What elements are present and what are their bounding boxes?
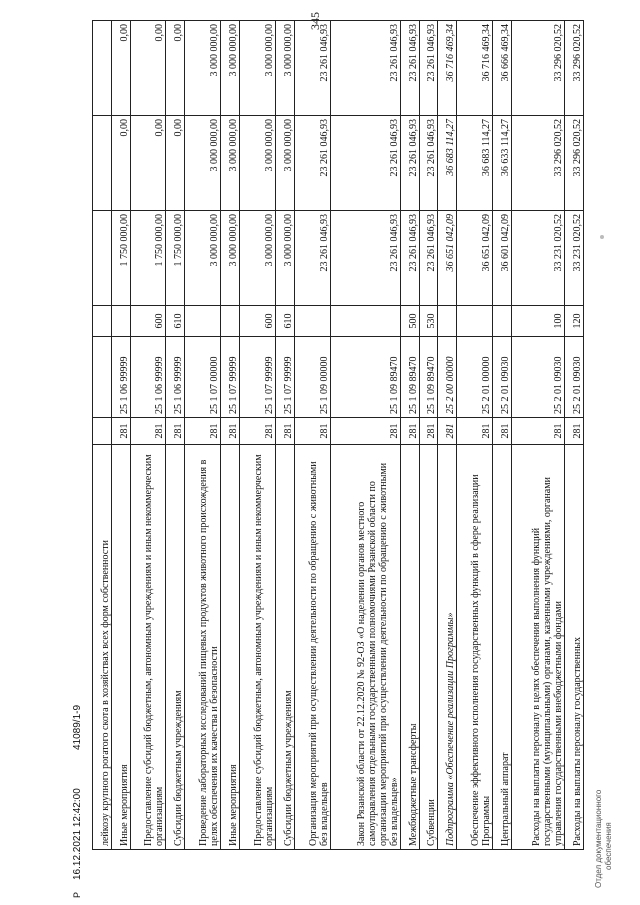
cell-csr: 25 1 09 00000 bbox=[294, 337, 330, 418]
cell-vr: 610 bbox=[166, 306, 185, 337]
cell-csr: 25 2 01 09030 bbox=[493, 337, 512, 418]
cell-amount-2: 3 000 000,00 bbox=[185, 116, 221, 211]
stamp-line-1: Отдел документационного bbox=[594, 789, 603, 888]
cell-vr: 600 bbox=[130, 306, 166, 337]
cell-ved: 281 bbox=[221, 418, 240, 445]
cell-ved: 281 bbox=[166, 418, 185, 445]
cell-csr: 25 1 06 99999 bbox=[166, 337, 185, 418]
cell-name: Субсидии бюджетным учреждениям bbox=[275, 445, 294, 850]
cell-vr bbox=[330, 306, 400, 337]
cell-vr: 610 bbox=[275, 306, 294, 337]
cell-name: Межбюджетные трансферты bbox=[400, 445, 419, 850]
cell-amount-3: 36 716 469,34 bbox=[438, 21, 457, 116]
cell-ved: 281 bbox=[457, 418, 493, 445]
table-row bbox=[438, 21, 457, 850]
registration-stamp bbox=[592, 720, 626, 890]
stamp-line-2: обеспечения bbox=[604, 822, 613, 870]
footer-date: 16.12.2021 12:42:00 bbox=[72, 788, 83, 880]
cell-name: Организация мероприятий при осуществлении деятельности по обращению с животными без владельцев bbox=[294, 445, 330, 850]
table-row bbox=[275, 21, 294, 850]
cell-amount-2: 3 000 000,00 bbox=[239, 116, 275, 211]
rotated-table-wrapper bbox=[92, 24, 584, 850]
rotated-table-region bbox=[92, 24, 584, 850]
table-row bbox=[457, 21, 493, 850]
cell-csr: 25 1 09 89470 bbox=[330, 337, 400, 418]
cell-vr: 530 bbox=[419, 306, 438, 337]
cell-amount-2: 33 296 020,52 bbox=[511, 116, 564, 211]
table-row bbox=[239, 21, 275, 850]
cell-amount-1: 1 750 000,00 bbox=[166, 211, 185, 306]
cell-amount-1: 3 000 000,00 bbox=[185, 211, 221, 306]
cell-csr: 25 1 09 89470 bbox=[419, 337, 438, 418]
cell-amount-2: 36 683 114,27 bbox=[438, 116, 457, 211]
cell-name: Подпрограмма «Обеспечение реализации Программы» bbox=[438, 445, 457, 850]
table-row bbox=[111, 21, 130, 850]
cell-name: Предоставление субсидий бюджетным, автономным учреждениям и иным некоммерческим организациям bbox=[239, 445, 275, 850]
cell-name: Закон Рязанской области от 22.12.2020 № 92-ОЗ «О наделении органов местного самоуправления отдельными государственными полномочиями Рязанской области по организации мероприятий при осуществлении деятельности по обращению с животными без владельцев» bbox=[330, 445, 400, 850]
cell-amount-1: 3 000 000,00 bbox=[221, 211, 240, 306]
cell-amount-3: 3 000 000,00 bbox=[185, 21, 221, 116]
table-row bbox=[166, 21, 185, 850]
cell-amount-3: 3 000 000,00 bbox=[239, 21, 275, 116]
cell-name: Субсидии бюджетным учреждениям bbox=[166, 445, 185, 850]
cell-vr: 120 bbox=[565, 306, 584, 337]
cell-amount-2: 0,00 bbox=[111, 116, 130, 211]
cell-amount-2: 3 000 000,00 bbox=[221, 116, 240, 211]
cell-amount-2: 23 261 046,93 bbox=[419, 116, 438, 211]
cell-amount-1: 23 261 046,93 bbox=[294, 211, 330, 306]
footer bbox=[70, 500, 90, 900]
page-number-text: 345 bbox=[308, 12, 322, 30]
cell-amount-1: 1 750 000,00 bbox=[130, 211, 166, 306]
cell-amount-2: 23 261 046,93 bbox=[330, 116, 400, 211]
cell-amount-3: 33 296 020,52 bbox=[565, 21, 584, 116]
cell-name: Центральный аппарат bbox=[493, 445, 512, 850]
cell-ved: 281 bbox=[239, 418, 275, 445]
cell-amount-2: 3 000 000,00 bbox=[275, 116, 294, 211]
cell-name: Предоставление субсидий бюджетным, автономным учреждениям и иным некоммерческим организациям bbox=[130, 445, 166, 850]
table-row bbox=[130, 21, 166, 850]
budget-table bbox=[92, 20, 584, 850]
cell-amount-3: 36 716 469,34 bbox=[457, 21, 493, 116]
cell-name: Расходы на выплаты персоналу в целях обеспечения выполнения функций государственными (муниципальными) органами, казенными учреждениями, органами управления государственными внебюджетными фондами bbox=[511, 445, 564, 850]
table-row bbox=[330, 21, 400, 850]
cell-vr bbox=[438, 306, 457, 337]
cell-amount-1: 23 261 046,93 bbox=[419, 211, 438, 306]
cell-vr bbox=[493, 306, 512, 337]
cell-amount-3: 23 261 046,93 bbox=[294, 21, 330, 116]
cell-name: Иные мероприятия bbox=[111, 445, 130, 850]
cell-name: лейкозу крупного рогатого скота в хозяйствах всех форм собственности bbox=[93, 445, 112, 850]
table-row bbox=[294, 21, 330, 850]
cell-vr bbox=[221, 306, 240, 337]
cell-name: Проведение лабораторных исследований пищевых продуктов животного происхождения в целях обеспечения их качества и безопасности bbox=[185, 445, 221, 850]
cell-amount-2 bbox=[93, 116, 112, 211]
cell-csr: 25 2 01 09030 bbox=[511, 337, 564, 418]
cell-ved: 281 bbox=[419, 418, 438, 445]
cell-name: Субвенции bbox=[419, 445, 438, 850]
cell-ved: 281 bbox=[294, 418, 330, 445]
cell-ved: 281 bbox=[275, 418, 294, 445]
cell-amount-3: 23 261 046,93 bbox=[330, 21, 400, 116]
cell-amount-3: 3 000 000,00 bbox=[221, 21, 240, 116]
cell-amount-2: 0,00 bbox=[166, 116, 185, 211]
cell-name: Расходы на выплаты персоналу государственных bbox=[565, 445, 584, 850]
cell-vr: 100 bbox=[511, 306, 564, 337]
cell-amount-3: 0,00 bbox=[111, 21, 130, 116]
cell-amount-3: 0,00 bbox=[130, 21, 166, 116]
table-row bbox=[400, 21, 419, 850]
cell-csr: 25 2 01 00000 bbox=[457, 337, 493, 418]
cell-amount-2: 23 261 046,93 bbox=[400, 116, 419, 211]
cell-ved bbox=[93, 418, 112, 445]
budget-table-body bbox=[93, 21, 584, 850]
cell-name: Иные мероприятия bbox=[221, 445, 240, 850]
cell-csr: 25 1 06 99999 bbox=[111, 337, 130, 418]
cell-vr bbox=[294, 306, 330, 337]
cell-vr bbox=[457, 306, 493, 337]
table-row bbox=[493, 21, 512, 850]
cell-ved: 281 bbox=[565, 418, 584, 445]
scan-dot bbox=[600, 235, 604, 239]
cell-ved: 281 bbox=[111, 418, 130, 445]
cell-amount-1: 36 651 042,09 bbox=[457, 211, 493, 306]
cell-name: Обеспечение эффективного исполнения государственных функций в сфере реализации Программы bbox=[457, 445, 493, 850]
cell-ved: 281 bbox=[438, 418, 457, 445]
table-row bbox=[93, 21, 112, 850]
cell-csr: 25 2 00 00000 bbox=[438, 337, 457, 418]
cell-csr: 25 1 07 99999 bbox=[239, 337, 275, 418]
cell-csr: 25 1 07 00000 bbox=[185, 337, 221, 418]
footer-mark: Р bbox=[72, 891, 82, 898]
cell-csr: 25 1 09 89470 bbox=[400, 337, 419, 418]
cell-amount-3: 23 261 046,93 bbox=[400, 21, 419, 116]
cell-ved: 281 bbox=[185, 418, 221, 445]
cell-amount-1: 3 000 000,00 bbox=[239, 211, 275, 306]
cell-amount-1: 23 261 046,93 bbox=[330, 211, 400, 306]
cell-amount-1: 23 261 046,93 bbox=[400, 211, 419, 306]
cell-amount-1: 3 000 000,00 bbox=[275, 211, 294, 306]
cell-csr: 25 1 06 99999 bbox=[130, 337, 166, 418]
cell-amount-3: 0,00 bbox=[166, 21, 185, 116]
cell-amount-1: 36 601 042,09 bbox=[493, 211, 512, 306]
cell-vr: 600 bbox=[239, 306, 275, 337]
footer-doc-id: 41089/1-9 bbox=[72, 704, 83, 750]
cell-amount-3: 33 296 020,52 bbox=[511, 21, 564, 116]
cell-ved: 281 bbox=[511, 418, 564, 445]
cell-amount-1: 36 651 042,09 bbox=[438, 211, 457, 306]
table-row bbox=[511, 21, 564, 850]
cell-ved: 281 bbox=[330, 418, 400, 445]
cell-vr bbox=[93, 306, 112, 337]
cell-amount-3: 3 000 000,00 bbox=[275, 21, 294, 116]
cell-csr: 25 1 07 99999 bbox=[275, 337, 294, 418]
cell-amount-2: 36 683 114,27 bbox=[457, 116, 493, 211]
cell-amount-1: 33 231 020,52 bbox=[565, 211, 584, 306]
cell-vr: 500 bbox=[400, 306, 419, 337]
cell-amount-3: 36 666 469,34 bbox=[493, 21, 512, 116]
cell-amount-1: 1 750 000,00 bbox=[111, 211, 130, 306]
cell-vr bbox=[185, 306, 221, 337]
table-row bbox=[185, 21, 221, 850]
cell-amount-3: 23 261 046,93 bbox=[419, 21, 438, 116]
cell-amount-2: 36 633 114,27 bbox=[493, 116, 512, 211]
cell-csr: 25 1 07 99999 bbox=[221, 337, 240, 418]
cell-amount-1 bbox=[93, 211, 112, 306]
cell-amount-3 bbox=[93, 21, 112, 116]
table-row bbox=[565, 21, 584, 850]
cell-vr bbox=[111, 306, 130, 337]
cell-amount-2: 23 261 046,93 bbox=[294, 116, 330, 211]
cell-amount-1: 33 231 020,52 bbox=[511, 211, 564, 306]
cell-csr bbox=[93, 337, 112, 418]
cell-amount-2: 33 296 020,52 bbox=[565, 116, 584, 211]
cell-amount-2: 0,00 bbox=[130, 116, 166, 211]
table-row bbox=[221, 21, 240, 850]
cell-csr: 25 2 01 09030 bbox=[565, 337, 584, 418]
table-row bbox=[419, 21, 438, 850]
cell-ved: 281 bbox=[400, 418, 419, 445]
cell-ved: 281 bbox=[493, 418, 512, 445]
cell-ved: 281 bbox=[130, 418, 166, 445]
